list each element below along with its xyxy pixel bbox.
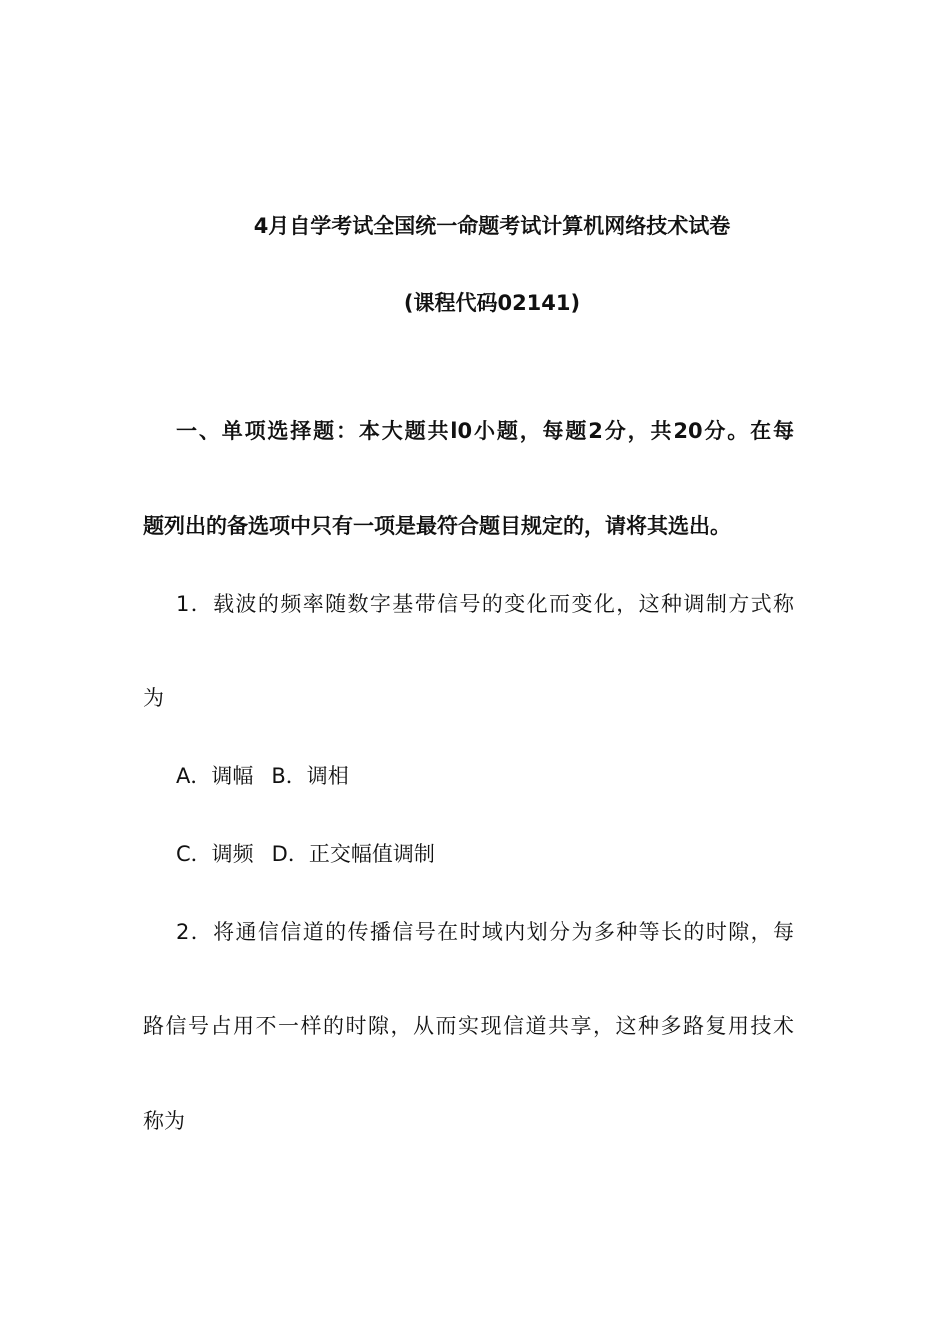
option-c: C．调频 bbox=[176, 842, 254, 866]
section-heading-line-1: 一、单项选择题：本大题共l0小题，每题2分，共20分。在每 bbox=[176, 419, 794, 443]
question-2-stem-line-3: 称为 bbox=[143, 1109, 185, 1133]
option-a: A．调幅 bbox=[176, 764, 254, 788]
course-code: (课程代码02141) bbox=[403, 291, 581, 315]
question-2-stem-line-2: 路信号占用不一样的时隙，从而实现信道共享，这种多路复用技术 bbox=[143, 1014, 794, 1038]
option-b: B．调相 bbox=[271, 764, 349, 788]
question-1-options-row-1 bbox=[176, 761, 349, 791]
question-1-stem-line-2: 为 bbox=[143, 686, 164, 710]
page-title: 4月自学考试全国统一命题考试计算机网络技术试卷 bbox=[253, 214, 731, 238]
question-1-options-row-2 bbox=[176, 839, 435, 869]
question-2-stem-line-1: 2．将通信信道的传播信号在时域内划分为多种等长的时隙，每 bbox=[176, 920, 794, 944]
question-1-stem-line-1: 1．载波的频率随数字基带信号的变化而变化，这种调制方式称 bbox=[176, 592, 794, 616]
option-d: D．正交幅值调制 bbox=[271, 842, 435, 866]
section-heading-line-2: 题列出的备选项中只有一项是最符合题目规定的，请将其选出。 bbox=[143, 514, 731, 538]
